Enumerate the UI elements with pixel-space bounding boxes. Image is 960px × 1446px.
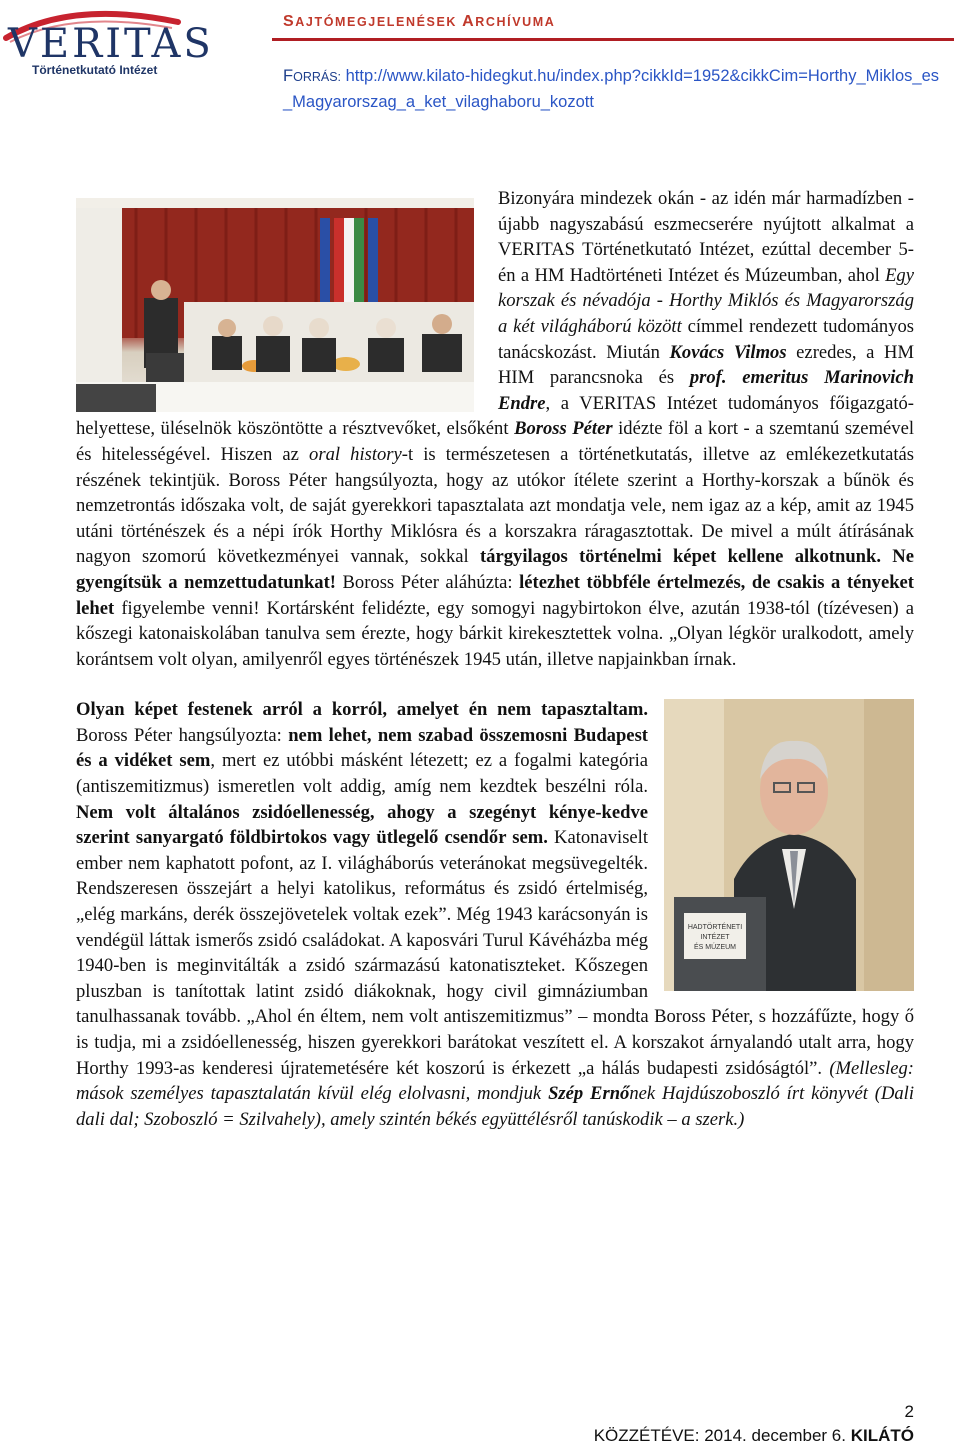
article-paragraph-2: HADTÖRTÉNETI INTÉZET ÉS MÚZEUM Olyan képet festenek arról a korról, amelyet én nem tapasztaltam. Boross Péter hangsúlyozta: nem lehet, nem szabad összemosni Budapest és a vidéket sem, mert ez utóbbi másként létezett; ez a fogalmi kategória (antiszemitizmus) ismeretlen volt addig, amíg nem kezdtek beszélni róla. Nem volt általános zsidóellenesség, ahogy a szegényt kénye-kedve szerint sanyargató földbirtokos vagy ütlegelő csendőr sem. Katonaviselt ember nem kaphatott pofont, az I. világháborús veteránokat megsüvegelték. Rendszeresen összejárt a helyi katolikus, református és zsidó értelmiség, „elég markáns, derék összejövetelek voltak ezek”. Még 1943 karácsonyán is vendégül láttak ismerős zsidó családokat. A kaposvári Turul Kávéházba még 1940-ben is meginvitálták a zsidó származású katonatiszteket. Kőszegen pluszban is tanítottak latint zsidó diákoknak, hogy civil gimnáziumban tanulhassanak tovább. „Ahol én éltem, nem volt antiszemitizmus” – mondta Boross Péter, s hozzáfűzte, hogy ő is tudja, mi a zsidóellenesség, hiszen gyerekkori barátokat veszített el. A korszakot árnyalandó utalt arra, hogy Horthy 1993-as kenderesi újratemetésére két koszorú is érkezett „a hálás budapesti zsidóságtól”. (Mellesleg: mások személyes tapasztalatán kívül elég elolvasni, mondjuk Szép Ernőnek Hajdúszoboszló írt könyvét (Dali dali dal; Szoboszló = Szilvahely), amely szintén békés együttélésről tanúskodik – a szerk.) <box>76 699 914 1130</box>
lectern-sign-line-3: ÉS MÚZEUM <box>694 944 736 952</box>
page-number: 2 <box>904 1402 914 1421</box>
lectern-sign-line-2: INTÉZET <box>700 934 730 942</box>
published-label: KÖZZÉTÉVE: 2014. december 6. <box>593 1426 846 1445</box>
source-block <box>283 64 948 115</box>
conference-photo-image <box>76 198 474 412</box>
speaker-photo <box>664 699 914 991</box>
article-paragraph-1: Bizonyára mindezek okán - az idén már harmadízben - újabb nagyszabású eszmecserére nyújtott alkalmat a VERITAS Történetkutató Intézet, ezúttal december 5-én a HM Hadtörténeti Intézet és Múzeumban, ahol Egy korszak és névadója - Horthy Miklós és Magyarország a két világháború között címmel rendezett tudományos tanácskozást. Miután Kovács Vilmos ezredes, a HM HIM parancsnoka és prof. emeritus Marinovich Endre, a VERITAS Intézet tudományos főigazgató-helyettese, üléselnök köszöntötte a résztvevőket, elsőként Boross Péter idézte föl a kort - a szemtanú szemével és hitelességével. Hiszen az oral history-t is természetesen a történetkutatás, illetve az emlékezetkutatás részének tekintjük. Boross Péter hangsúlyozta, hogy az utókor ítélete szerint a Horthy-korszak a bűnök és nemzetrontás időszaka volt, de saját gyerekkori tapasztalata azt mondatja vele, nem igaz az a kép, amit az 1945 utáni történészek és a népi írók Horthy Miklósra és a korszakra ráragasztottak. De mivel a múlt átírásának nagyon szomorú következményei vannak, sokkal tárgyilagos történelmi képet kellene alkotnunk. Ne gyengítsük a nemzettudatunkat! Boross Péter aláhúzta: létezhet többféle értelmezés, de csakis a tényeket lehet figyelembe venni! Kortársként felidézte, egy somogyi nagybirtokon élve, azután 1938-tól (tízévesen) a kőszegi katonaiskolában tanulva sem érezte, hogy bárkit kirekesztettek volna. „Olyan légkör uralkodott, amely korántsem volt olyan, amilyenről egyes történészek 1945 után, illetve napjainkban írnak. <box>76 188 914 670</box>
publisher-name: KILÁTÓ <box>850 1426 914 1445</box>
conference-photo <box>76 198 474 412</box>
logo-subtitle: Történetkutató Intézet <box>32 63 158 77</box>
source-link[interactable]: http://www.kilato-hidegkut.hu/index.php?cikkId=1952&cikkCim=Horthy_Miklos_es_Magyarorszag_a_ket_vilaghaboru_kozott <box>283 67 940 111</box>
source-label: FORRÁS: <box>283 67 342 85</box>
logo-wordmark: VERITAS <box>8 21 214 67</box>
lectern-sign-line-1: HADTÖRTÉNETI <box>687 924 743 932</box>
veritas-logo <box>2 4 214 77</box>
header-divider <box>272 38 954 41</box>
archive-title: SAJTÓMEGJELENÉSEK ARCHÍVUMA <box>283 13 556 30</box>
article-body <box>76 186 914 1132</box>
speaker-photo-image <box>664 699 914 991</box>
footer-published <box>594 1426 914 1446</box>
